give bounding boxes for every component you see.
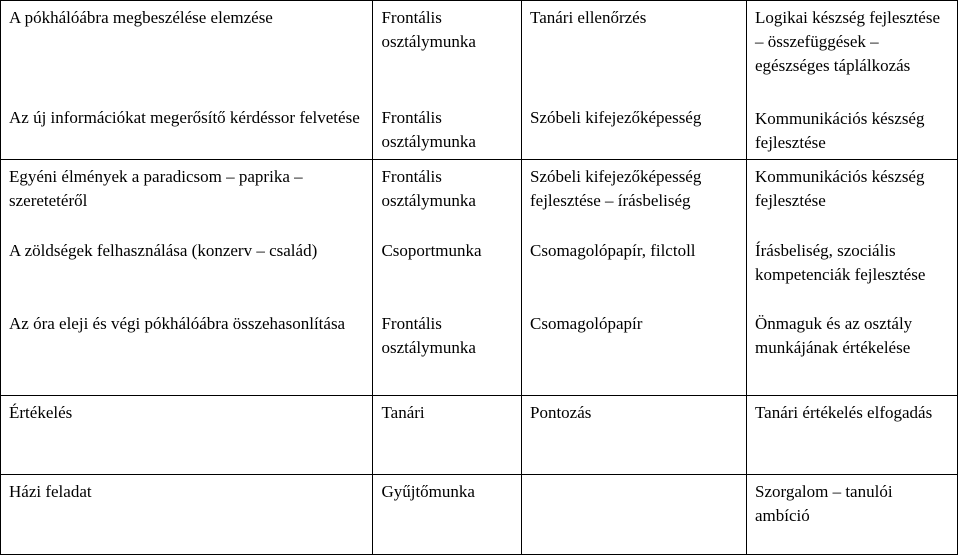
table-cell-tools xyxy=(522,160,747,396)
cell-text: A pókhálóábra megbeszélése elemzése xyxy=(9,8,273,27)
table-cell-tools: Pontozás xyxy=(522,396,747,475)
table-cell-activity: Házi feladat xyxy=(1,475,373,555)
table-cell-skills xyxy=(746,1,957,160)
cell-text: Írásbeliség, szociális kompetenciák fejlesztése xyxy=(754,241,926,284)
cell-text: Csoportmunka xyxy=(381,241,482,260)
cell-text: Egyéni élmények a paradicsom – paprika – szeretetéről xyxy=(9,167,303,210)
cell-text: Az új információkat megerősítő kérdéssor felvetése xyxy=(9,108,360,127)
table-cell-skills xyxy=(746,160,957,396)
table-cell-tools xyxy=(522,1,747,160)
cell-text: Szóbeli kifejezőképesség fejlesztése – írásbeliség xyxy=(530,167,702,210)
table-cell-work-form xyxy=(373,1,522,160)
table-cell-tools xyxy=(522,475,747,555)
cell-text: Önmaguk és az osztály munkájának értékelése xyxy=(754,314,913,357)
cell-text: Tanári ellenőrzés xyxy=(530,8,647,27)
cell-text: Csomagolópapír, filctoll xyxy=(530,241,696,260)
cell-text: Frontális osztálymunka xyxy=(381,314,476,357)
table-row xyxy=(1,475,958,555)
cell-text: Csomagolópapír xyxy=(530,314,643,333)
table-cell-activity xyxy=(1,160,373,396)
cell-text: Frontális osztálymunka xyxy=(381,167,476,210)
table-row xyxy=(1,1,958,160)
cell-text: Az óra eleji és végi pókhálóábra összehasonlítása xyxy=(9,314,346,333)
cell-text: A zöldségek felhasználása (konzerv – család) xyxy=(9,241,318,260)
cell-text: Szóbeli kifejezőképesség xyxy=(530,108,702,127)
table-row xyxy=(1,160,958,396)
table-cell-work-form xyxy=(373,160,522,396)
table-cell-work-form: Gyűjtőmunka xyxy=(373,475,522,555)
cell-text: Kommunikációs készség fejlesztése xyxy=(754,167,925,210)
cell-text: Frontális osztálymunka xyxy=(381,8,476,51)
table-cell-work-form: Tanári xyxy=(373,396,522,475)
table-cell-activity: Értékelés xyxy=(1,396,373,475)
table-cell-activity xyxy=(1,1,373,160)
table-cell-skills: Szorgalom – tanulói ambíció xyxy=(746,475,957,555)
table-row xyxy=(1,396,958,475)
cell-text: Kommunikációs készség fejlesztése xyxy=(754,109,925,152)
table-cell-skills: Tanári értékelés elfogadás xyxy=(746,396,957,475)
cell-text: Logikai készség fejlesztése – összefüggések – egészséges táplálkozás xyxy=(754,8,941,75)
cell-text: Frontális osztálymunka xyxy=(381,108,476,151)
